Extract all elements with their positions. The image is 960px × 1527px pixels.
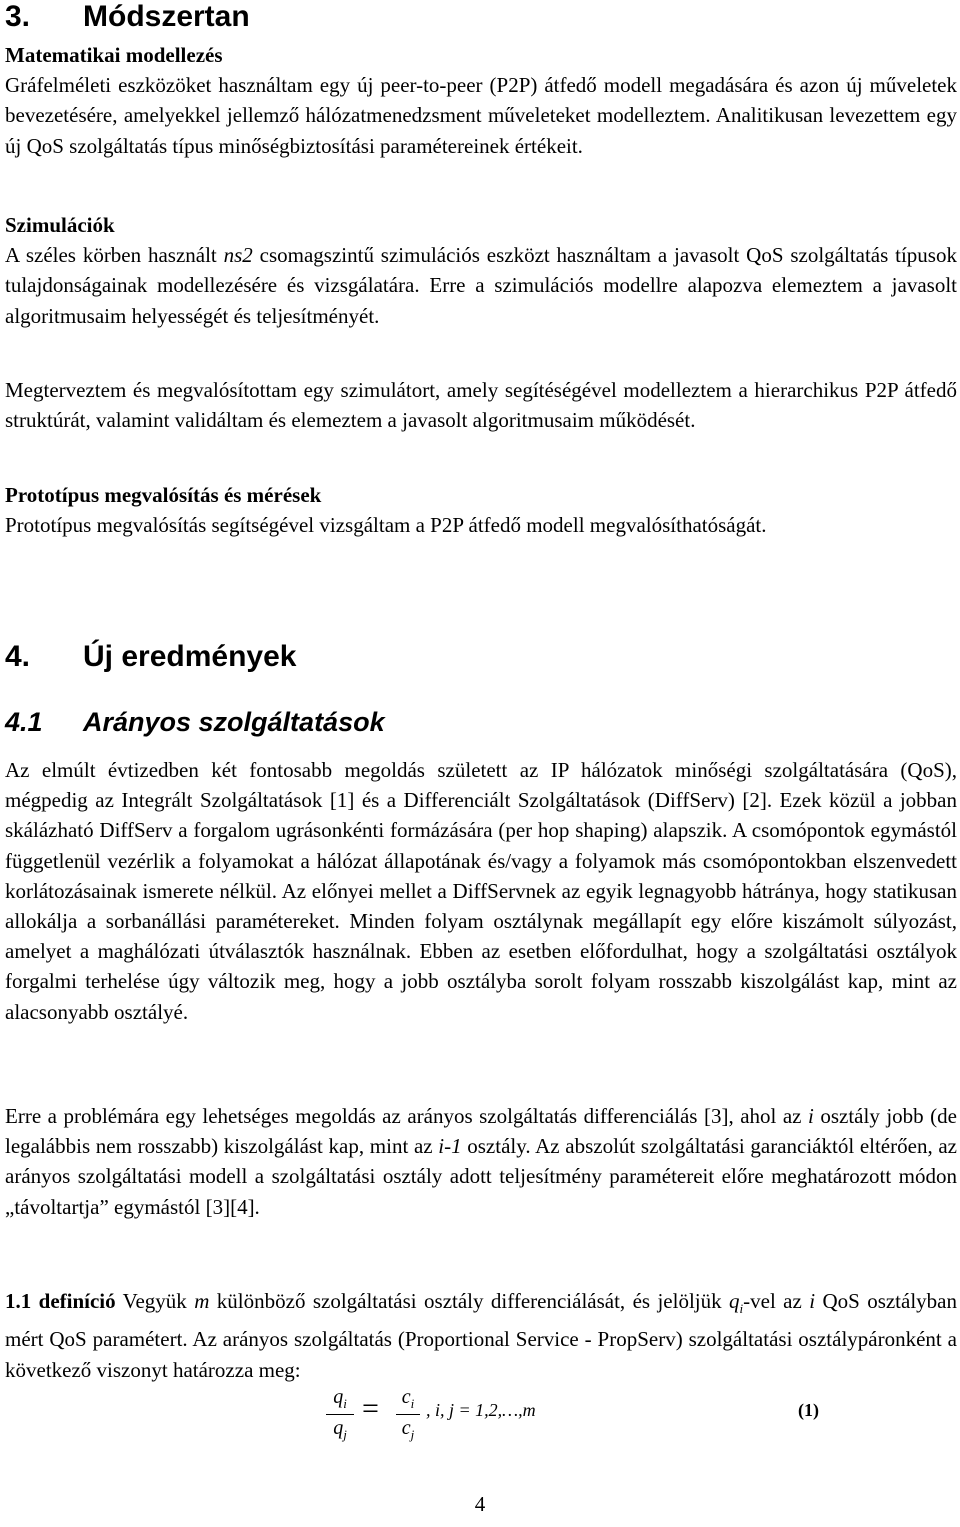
equation-1: [326, 1386, 826, 1446]
definition-paragraph: [5, 1286, 957, 1385]
prototype-block: [5, 480, 957, 540]
section-title: Új eredmények: [83, 640, 297, 673]
subsection-number: 4.1: [5, 707, 43, 737]
fraction-c: $c_i$ $c_j$: [396, 1386, 420, 1443]
paragraph: Megterveztem és megvalósítottam egy szimulátort, amely segítéségével modelleztem a hierarchikus P2P átfedő struktúrát, valamint validáltam és elemeztem a javasolt algoritmusaim működését.: [5, 378, 957, 433]
section-number: 3.: [5, 0, 31, 33]
definition-label: 1.1 definíció: [5, 1289, 116, 1313]
section-4-heading: [5, 640, 296, 674]
paragraph: A széles körben használt ns2 csomagszintű szimulációs eszközt használtam a javasolt QoS szolgáltatás típusok tulajdonságainak modellezésére és vizsgálatára. Erre a szimulációs modellre alapozva elemeztem a javasolt algoritmusaim helyességét és teljesítményét.: [5, 243, 957, 328]
equation-condition: , i, j = 1,2,…,m: [426, 1400, 536, 1420]
section-title: Módszertan: [83, 0, 250, 33]
fraction-q: $q_i$ $q_j$: [326, 1386, 354, 1443]
simulator-paragraph: [5, 375, 957, 435]
math-modeling-block: [5, 40, 957, 161]
section-number: 4.: [5, 640, 31, 673]
simulation-block: [5, 210, 957, 331]
paragraph: 1.1 definíció Vegyük m különböző szolgáltatási osztály differenciálását, és jelöljük $q_i$-vel az i QoS osztályban mért QoS paramétert. Az arányos szolgáltatás (Proportional Service - PropServ) szolgáltatási osztálypáronként a következő viszonyt határozza meg:: [5, 1289, 957, 1382]
paragraph: Gráfelméleti eszközöket használtam egy új peer-to-peer (P2P) átfedő modell megadására és azon új műveletek bevezetésére, amelyekkel jellemző hálózatmenedzsment műveleteket modelleztem. Analitikusan levezettem egy új QoS szolgáltatás típus minőségbiztosítási paramétereinek értékeit.: [5, 73, 957, 158]
paragraph: Prototípus megvalósítás segítségével vizsgáltam a P2P átfedő modell megvalósíthatóságát.: [5, 513, 767, 538]
subheading-prototype: Prototípus megvalósítás és mérések: [5, 483, 322, 507]
paragraph: Erre a problémára egy lehetséges megoldás az arányos szolgáltatás differenciálás [3], ahol az i osztály jobb (de legalábbis nem rosszabb) kiszolgálást kap, mint az i-1 osztály. Az abszolút szolgáltatási garanciáktól eltérően, az arányos szolgáltatási modell a szolgáltatási osztály adott teljesítmény paramétereit előre meghatározott módon „távoltartja” egymástól [3][4].: [5, 1104, 957, 1219]
subheading-math: Matematikai modellezés: [5, 43, 223, 67]
subsection-4-1-heading: [5, 707, 385, 737]
paragraph-proportional: [5, 1101, 957, 1222]
equals-sign: =: [362, 1392, 379, 1425]
paragraph-diffserv: [5, 755, 957, 1027]
paragraph: Az elmúlt évtizedben két fontosabb megoldás született az IP hálózatok minőségi szolgáltatására (QoS), mégpedig az Integrált Szolgáltatások [1] és a Differenciált Szolgáltatások (DiffServ) [2]. Ezek közül a jobban skálázható DiffServ a forgalom ugrásonkénti formázására (per hop shaping) alapszik. A csomópontok egymástól függetlenül vezérlik a folyamokat a hálózat állapotának és/vagy a folyamok más csomópontokban elszenvedett korlátozásainak ismerete nélkül. Az előnyei mellet a DiffServnek az egyik legnagyobb hátránya, hogy statikusan allokálja a sorbanállási paramétereket. Minden folyam osztálynak megállapít egy előre kiszámolt súlyozást, amelyet a maghálózati útválasztók használnak. Ebben az esetben előfordulhat, hogy a szolgáltatási osztályok forgalmi terhelése úgy változik meg, hogy a jobb osztályba sorolt folyam rosszabb kiszolgálást kap, mint az alacsonyabb osztályé.: [5, 758, 957, 1024]
equation-number: (1): [798, 1400, 819, 1420]
subheading-simulation: Szimulációk: [5, 213, 115, 237]
page-number: 4: [474, 1492, 486, 1516]
section-3-heading: [5, 0, 250, 34]
subsection-title: Arányos szolgáltatások: [83, 707, 385, 737]
